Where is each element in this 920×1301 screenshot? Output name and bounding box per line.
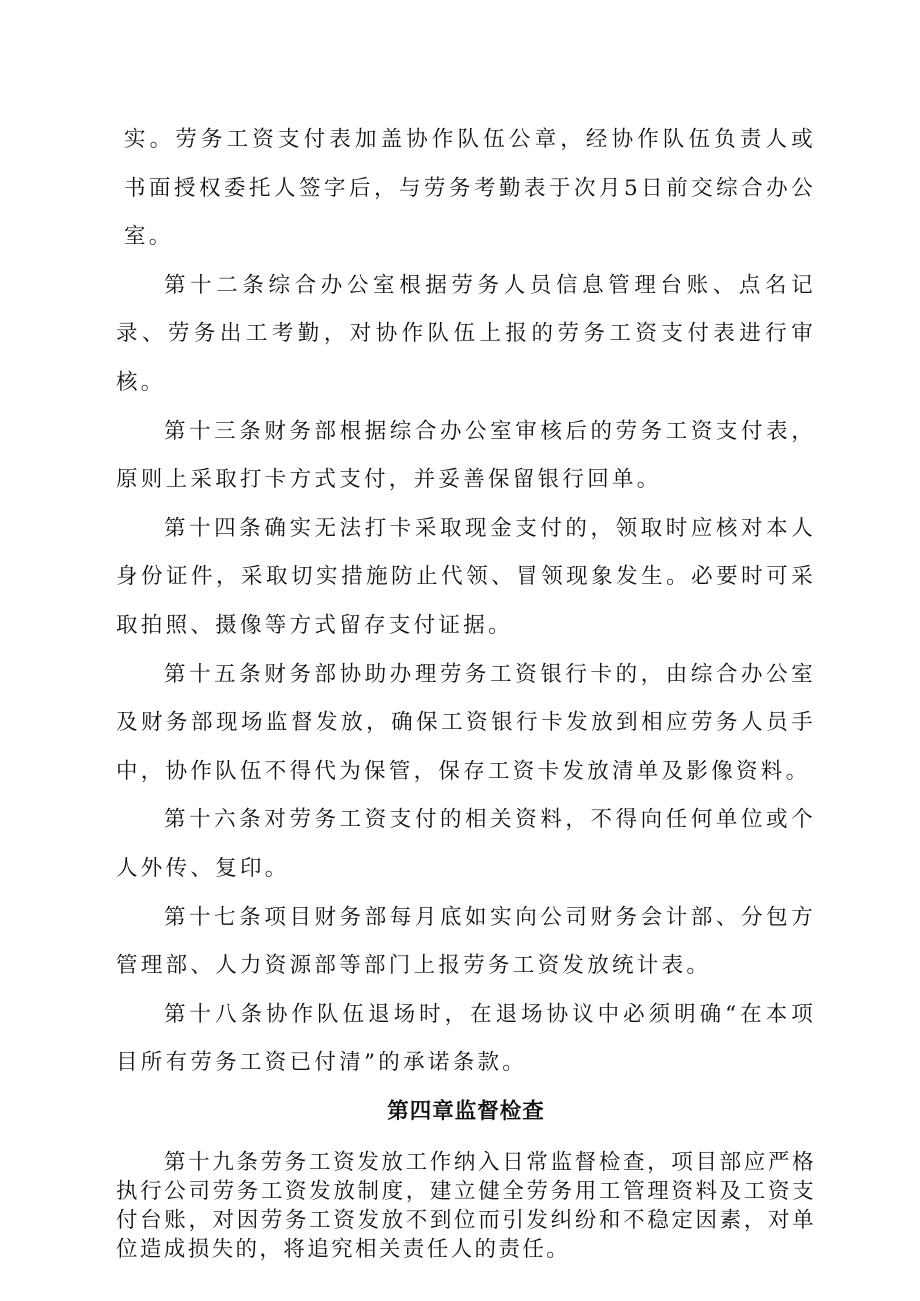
paragraph-article-19: 第十九条劳务工资发放工作纳入日常监督检查，项目部应严格执行公司劳务工资发放制度，建立健全劳务用工管理资料及工资支付台账，对因劳务工资发放不到位而引发纠纷和不稳定因素，对单位造成损失的，将追究相关责任人的责任。: [116, 1150, 816, 1263]
chapter-title: 第四章监督检查: [387, 1098, 545, 1124]
paragraph-article-17: 第十七条项目财务部每月底如实向公司财务会计部、分包方管理部、人力资源部等部门上报劳务工资发放统计表。: [116, 904, 816, 979]
paragraph-article-16: 第十六条对劳务工资支付的相关资料，不得向任何单位或个人外传、复印。: [116, 807, 816, 881]
paragraph-article-12: 第十二条综合办公室根据劳务人员信息管理台账、点名记录、劳务出工考勤，对协作队伍上报的劳务工资支付表进行审核。: [116, 272, 816, 395]
paragraph-article-15: 第十五条财务部协助办理劳务工资银行卡的，由综合办公室及财务部现场监督发放，确保工资银行卡发放到相应劳务人员手中，协作队伍不得代为保管，保存工资卡发放清单及影像资料。: [116, 661, 816, 784]
document-page: [116, 116, 816, 1264]
paragraph-article-14: 第十四条确实无法打卡采取现金支付的，领取时应核对本人身份证件，采取切实措施防止代领、冒领现象发生。必要时可采取拍照、摄像等方式留存支付证据。: [116, 515, 816, 638]
paragraph-article-13: 第十三条财务部根据综合办公室审核后的劳务工资支付表，原则上采取打卡方式支付，并妥善保留银行回单。: [116, 418, 816, 493]
paragraph-continuation: 实。劳务工资支付表加盖协作队伍公章，经协作队伍负责人或书面授权委托人签字后，与劳务考勤表于次月5日前交综合办公室。: [124, 127, 816, 250]
paragraph-article-18: 第十八条协作队伍退场时，在退场协议中必须明确“在本项目所有劳务工资已付清”的承诺条款。: [116, 1001, 816, 1076]
